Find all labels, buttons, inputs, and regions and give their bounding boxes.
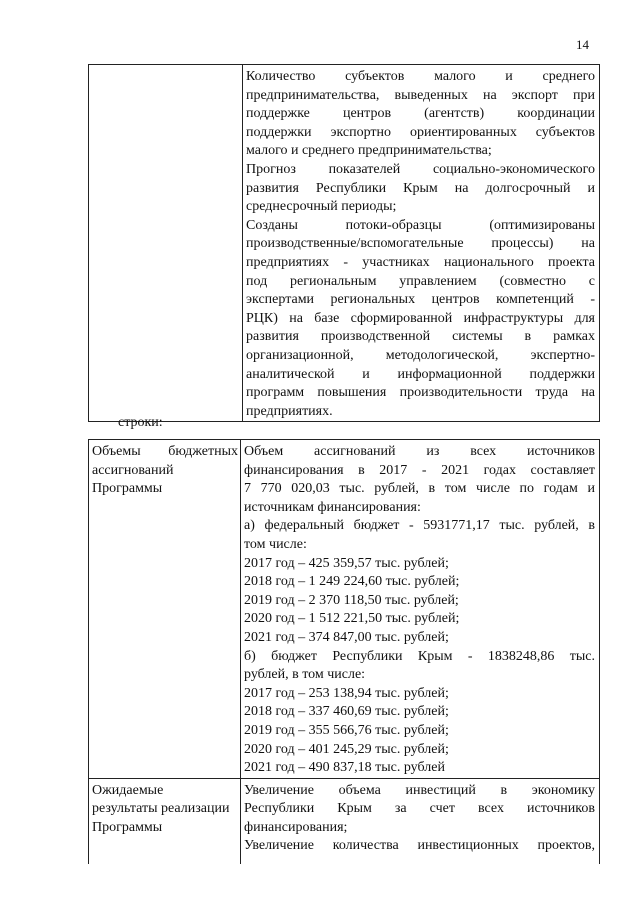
text-line: Прогноз показателей социально-экономического [246, 161, 595, 177]
text-line: Объемы бюджетных [92, 444, 238, 459]
text-line: б) бюджет Республики Крым - 1838248,86 тыс. [244, 648, 595, 664]
text-line: результаты реализации [92, 801, 230, 817]
text-line: Республики Крым за счет всех источников [244, 801, 595, 817]
text-line: ассигнований [92, 462, 174, 478]
text-line: 7 770 020,03 тыс. рублей, в том числе по годам и [244, 481, 595, 497]
text-line: 2019 год – 2 370 118,50 тыс. рублей; [244, 592, 459, 608]
budget-heading-cell [89, 440, 241, 779]
page-number: 14 [576, 37, 589, 52]
program-passport-table [88, 439, 600, 864]
text-line: источникам финансирования: [244, 499, 421, 515]
text-line: развития Республики Крым на долгосрочный и [246, 180, 595, 196]
text-line: 2020 год – 401 245,29 тыс. рублей; [244, 741, 449, 757]
text-line: поддержки экспортно ориентированных субъектов [246, 124, 595, 140]
text-line: финансирования; [244, 819, 348, 835]
text-line: развития производственной системы в рамках [246, 329, 595, 345]
lines [92, 782, 238, 838]
results-text-cell [241, 778, 600, 864]
lines [246, 68, 595, 421]
lines [244, 443, 595, 778]
text-line: 2018 год – 1 249 224,60 тыс. рублей; [244, 574, 460, 590]
text-line: Созданы потоки-образцы (оптимизированы [246, 217, 595, 233]
text-line: предприятиях - участниках национального проекта [246, 254, 595, 270]
text-line: производственные/вспомогательные процессы) на [246, 236, 595, 252]
text-line: 2021 год – 374 847,00 тыс. рублей; [244, 629, 449, 645]
text-line: а) федеральный бюджет - 5931771,17 тыс. рублей, в [244, 518, 595, 534]
text-line: финансирования в 2017 - 2021 годах составляет [244, 462, 595, 478]
text-line: Количество субъектов малого и среднего [246, 69, 595, 84]
text-line: РЦК) на базе сформированной инфраструктуры для [246, 310, 595, 326]
table-row [89, 778, 600, 864]
text-line: Ожидаемые [92, 782, 164, 798]
text-line: предприятиях. [246, 403, 333, 419]
text-line: экспертами региональных центров компетенций - [246, 292, 595, 308]
table-row [89, 440, 600, 779]
text-line: Увеличение объема инвестиций в экономику [244, 782, 595, 798]
results-heading-cell [89, 778, 241, 864]
text-line: предпринимательства, выведенных на экспорт при [246, 87, 595, 103]
left-cell-empty [89, 65, 243, 422]
table-row [89, 65, 600, 422]
text-line: среднесрочный периоды; [246, 199, 397, 215]
text-line: Программы [92, 481, 163, 497]
text-line: 2017 год – 253 138,94 тыс. рублей; [244, 685, 449, 701]
lines [244, 782, 595, 856]
continued-table [88, 64, 600, 422]
text-line: под региональным управлением (совместно с [246, 273, 595, 289]
text-line: программ повышения производительности труда на [246, 385, 595, 401]
text-line: аналитической и информационной поддержки [246, 366, 595, 382]
rows-label: строки: [118, 415, 163, 430]
indicators-text-cell [243, 65, 600, 422]
text-line: поддержке центров (агентств) координации [246, 106, 595, 122]
text-line: 2019 год – 355 566,76 тыс. рублей; [244, 722, 449, 738]
text-line: 2017 год – 425 359,57 тыс. рублей; [244, 555, 449, 571]
text-line: малого и среднего предпринимательства; [246, 143, 492, 159]
text-line: Увеличение количества инвестиционных проектов, [244, 838, 595, 854]
text-line: Объем ассигнований из всех источников [244, 444, 595, 459]
lines [92, 443, 238, 499]
text-line: 2020 год – 1 512 221,50 тыс. рублей; [244, 611, 460, 627]
text-line: 2018 год – 337 460,69 тыс. рублей; [244, 704, 449, 720]
text-line: 2021 год – 490 837,18 тыс. рублей [244, 760, 445, 776]
text-line: том числе: [244, 536, 307, 552]
budget-text-cell [241, 440, 600, 779]
text-line: рублей, в том числе: [244, 667, 366, 683]
text-line: Программы [92, 819, 163, 835]
text-line: организационной, методологической, экспертно- [246, 347, 595, 363]
